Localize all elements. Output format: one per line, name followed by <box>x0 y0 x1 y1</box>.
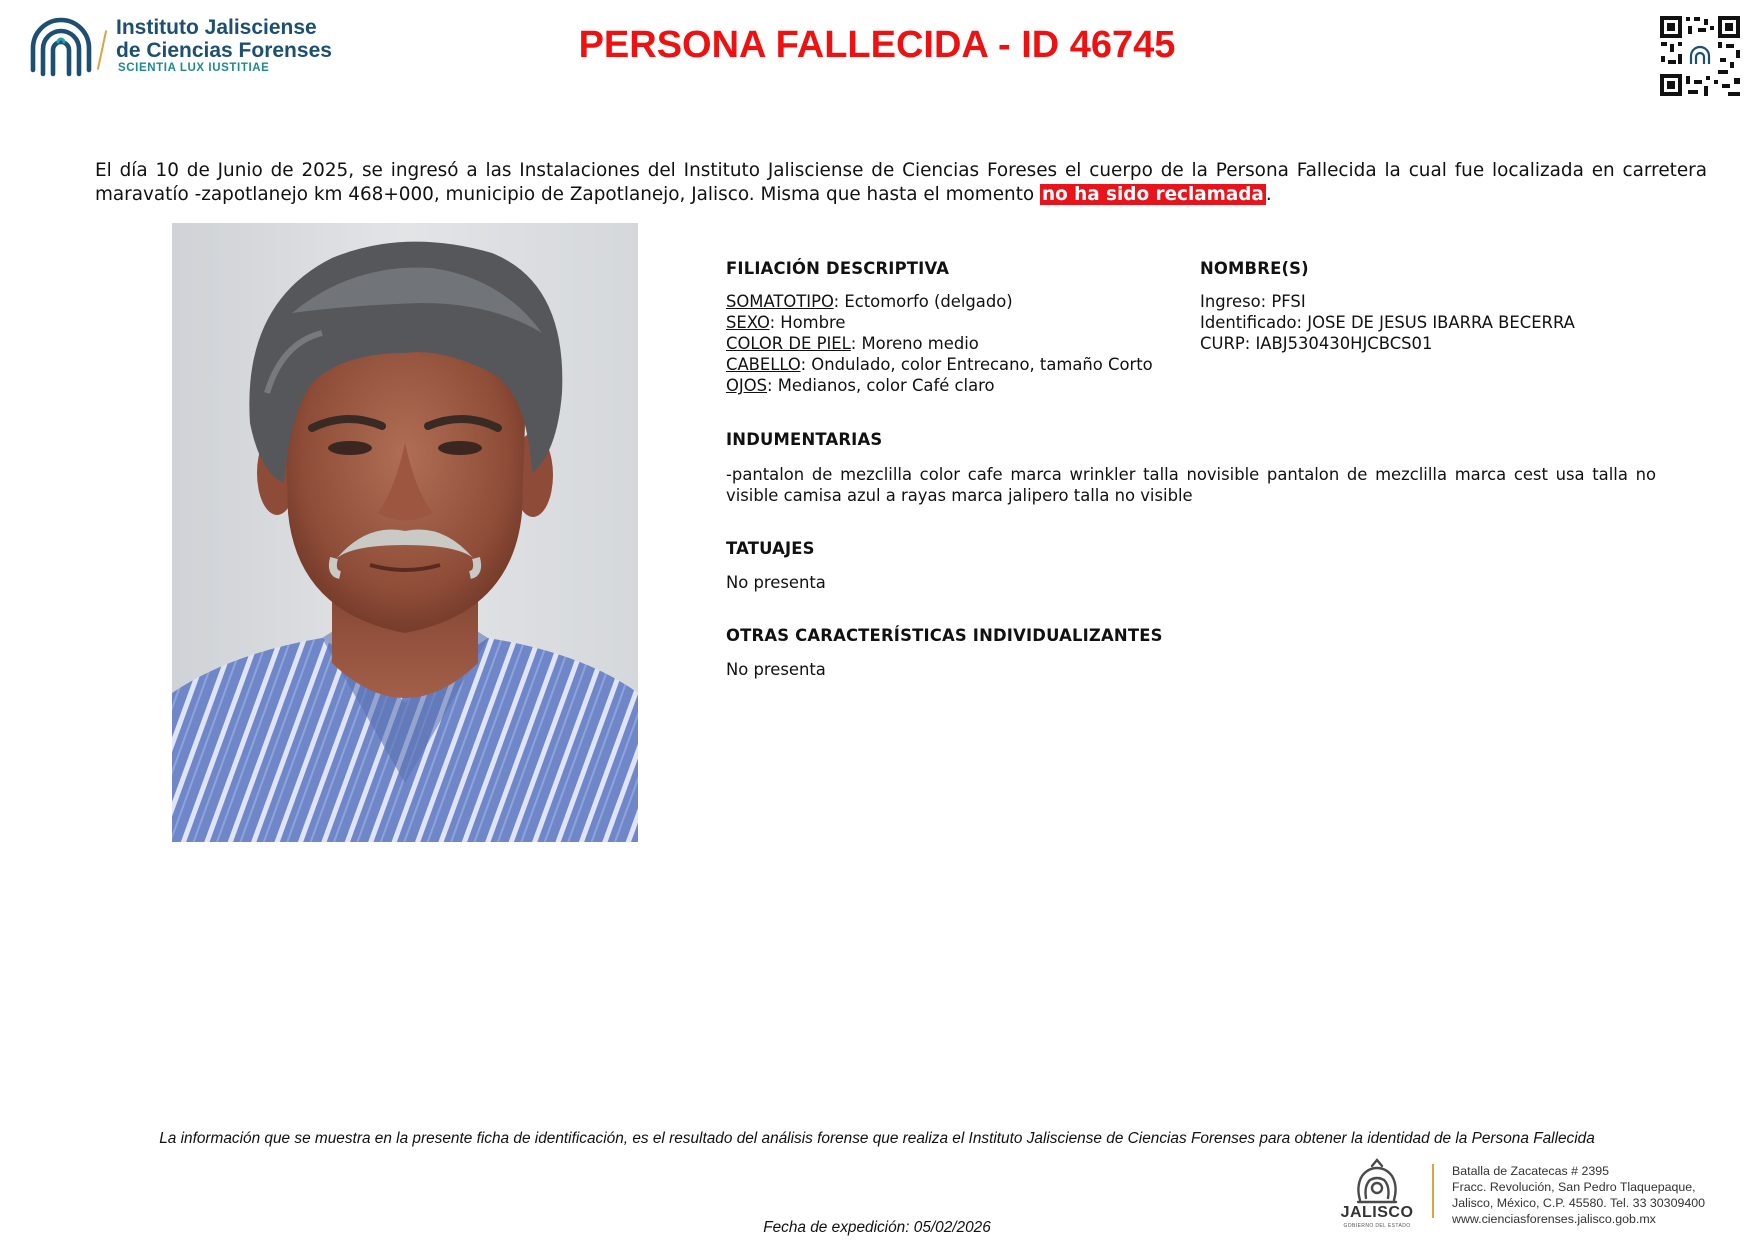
filiacion-row-ojos <box>726 375 1153 396</box>
color-piel-label: COLOR DE PIEL <box>726 334 851 353</box>
address-line-2: Fracc. Revolución, San Pedro Tlaquepaque, <box>1452 1180 1696 1194</box>
filiacion-list <box>726 291 1153 396</box>
indumentarias-heading: INDUMENTARIAS <box>726 430 883 449</box>
page-title: PERSONA FALLECIDA - ID 46745 <box>578 24 1176 66</box>
ojos-value: : Medianos, color Café claro <box>767 376 995 395</box>
logo-line-2: de Ciencias Forenses <box>116 39 332 62</box>
intro-end: . <box>1265 184 1272 205</box>
nombres-heading: NOMBRE(S) <box>1200 259 1309 278</box>
logo-motto: SCIENTIA LUX IUSTITIAE <box>118 62 270 74</box>
otras-text: No presenta <box>726 660 826 679</box>
filiacion-row-cabello <box>726 354 1153 375</box>
qr-code-icon[interactable] <box>1658 14 1742 98</box>
person-photo <box>172 223 638 842</box>
indumentarias-text: -pantalon de mezclilla color cafe marca wrinkler talla novisible pantalon de mezclilla marca cest usa talla no visible camisa azul a rayas marca jalipero talla no visible <box>726 465 1656 505</box>
otras-heading: OTRAS CARACTERÍSTICAS INDIVIDUALIZANTES <box>726 626 1163 645</box>
identificado-text: Identificado: JOSE DE JESUS IBARRA BECERRA <box>1200 313 1575 332</box>
nombres-list <box>1200 291 1575 354</box>
footer-divider <box>1432 1164 1434 1218</box>
tatuajes-heading: TATUAJES <box>726 539 815 558</box>
jalisco-wordmark: JALISCO <box>1340 1204 1414 1221</box>
website-link[interactable]: www.cienciasforenses.jalisco.gob.mx <box>1452 1212 1656 1226</box>
jalisco-logo <box>1332 1158 1422 1230</box>
unclaimed-highlight: no ha sido reclamada <box>1042 184 1264 205</box>
color-piel-value: : Moreno medio <box>850 334 979 353</box>
address-line-3: Jalisco, México, C.P. 45580. Tel. 33 30309400 <box>1452 1196 1706 1210</box>
intro-paragraph <box>95 159 1707 207</box>
filiacion-row-somatotipo <box>726 291 1153 312</box>
sexo-label: SEXO <box>726 313 770 332</box>
intro-text: El día 10 de Junio de 2025, se ingresó a las Instalaciones del Instituto Jalisciense de Ciencias Foreses el cuerpo de la Persona Fallecida la cual fue localizada en carretera maravatío -zapotlanejo km 468+000, municipio de Zapotlanejo, Jalisco. Misma que hasta el momento <box>95 160 1707 205</box>
address-line-1: Batalla de Zacatecas # 2395 <box>1452 1164 1610 1178</box>
issue-date: Fecha de expedición: 05/02/2026 <box>763 1219 991 1236</box>
cabello-label: CABELLO <box>726 355 801 374</box>
logo-line-1: Instituto Jalisciense <box>116 16 317 39</box>
curp-text: CURP: IABJ530430HJCBCS01 <box>1200 334 1433 353</box>
filiacion-row-color-piel <box>726 333 1153 354</box>
person-portrait-image <box>172 223 638 842</box>
ingreso-text: Ingreso: PFSI <box>1200 292 1306 311</box>
disclaimer-text: La información que se muestra en la presente ficha de identificación, es el resultado del análisis forense que realiza el Instituto Jalisciense de Ciencias Forenses para obtener la identidad de la Persona Fallecida <box>159 1130 1595 1147</box>
jalisco-crest-icon <box>1352 1158 1402 1204</box>
filiacion-row-sexo <box>726 312 1153 333</box>
sexo-value: : Hombre <box>769 313 846 332</box>
jalisco-subtitle: GOBIERNO DEL ESTADO <box>1343 1223 1411 1229</box>
cabello-value: : Ondulado, color Entrecano, tamaño Corto <box>800 355 1153 374</box>
somatotipo-label: SOMATOTIPO <box>726 292 834 311</box>
somatotipo-value: : Ectomorfo (delgado) <box>833 292 1013 311</box>
ojos-label: OJOS <box>726 376 768 395</box>
tatuajes-text: No presenta <box>726 573 826 592</box>
filiacion-heading: FILIACIÓN DESCRIPTIVA <box>726 259 950 278</box>
